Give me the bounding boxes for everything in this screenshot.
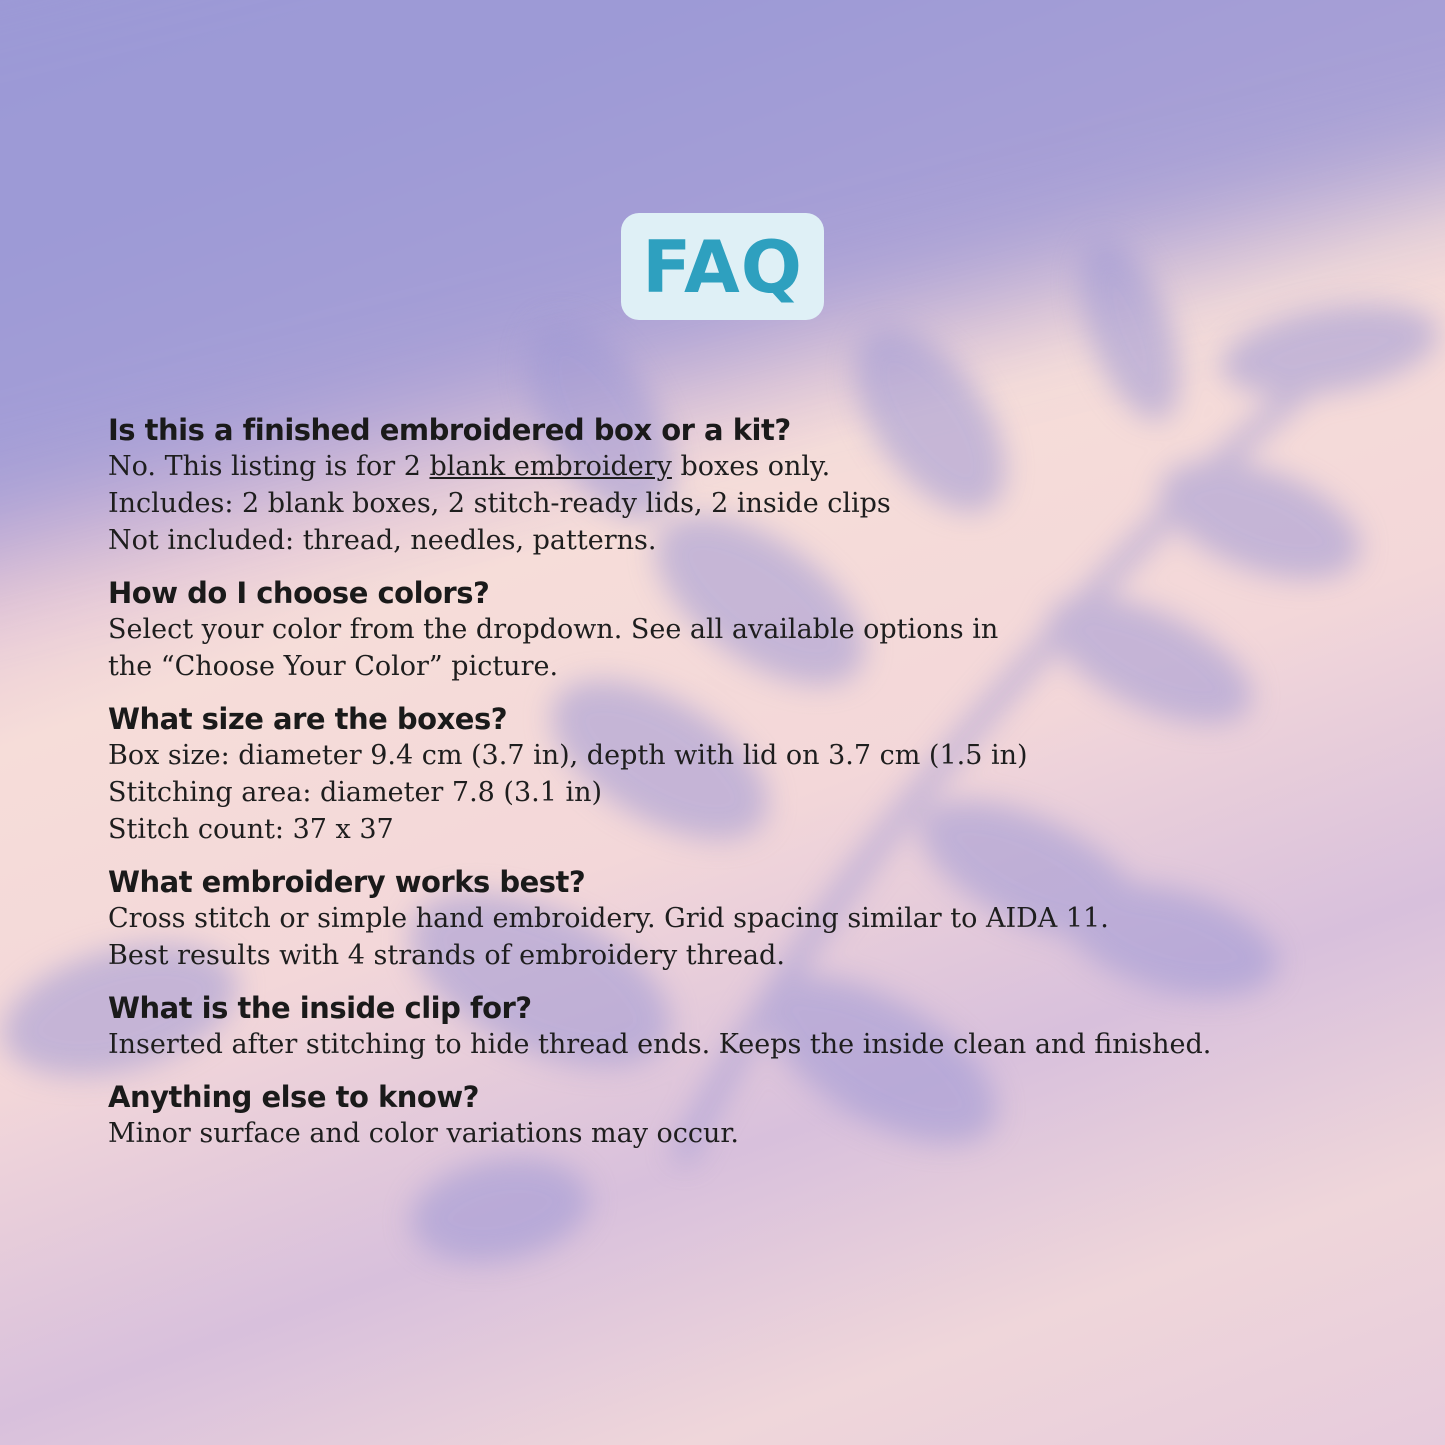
faq-answer-4-line-1: Cross stitch or simple hand embroidery. Grid spacing similar to AIDA 11.: [108, 903, 1109, 934]
faq-question-4: What embroidery works best?: [108, 865, 586, 899]
faq-question-2: How do I choose colors?: [108, 576, 490, 610]
faq-answer-3-line-3: Stitch count: 37 x 37: [108, 814, 394, 845]
faq-answer-5-line-1: Inserted after stitching to hide thread ends. Keeps the inside clean and finished.: [108, 1029, 1212, 1060]
faq-question-1: Is this a finished embroidered box or a kit?: [108, 413, 791, 447]
faq-list: [108, 412, 1408, 1168]
faq-answer-4-line-2: Best results with 4 strands of embroidery thread.: [108, 940, 785, 971]
faq-answer-1-line-3: Not included: thread, needles, patterns.: [108, 525, 657, 556]
faq-badge: [621, 213, 824, 320]
faq-answer-6: [108, 1115, 1408, 1152]
faq-answer-3-line-2: Stitching area: diameter 7.8 (3.1 in): [108, 777, 603, 808]
faq-answer-2: [108, 611, 1408, 685]
faq-answer-1: [108, 448, 1408, 559]
faq-title: FAQ: [642, 224, 803, 309]
faq-question-5: What is the inside clip for?: [108, 991, 532, 1025]
faq-answer-4: [108, 900, 1408, 974]
faq-answer-3-line-1: Box size: diameter 9.4 cm (3.7 in), depth with lid on 3.7 cm (1.5 in): [108, 740, 1028, 771]
faq-question-6: Anything else to know?: [108, 1080, 479, 1114]
faq-answer-1-line-2: Includes: 2 blank boxes, 2 stitch-ready lids, 2 inside clips: [108, 488, 891, 519]
faq-question-3: What size are the boxes?: [108, 702, 508, 736]
faq-answer-3: [108, 737, 1408, 848]
blank-embroidery-link[interactable]: blank embroidery: [429, 451, 672, 482]
faq-answer-2-line-1: Select your color from the dropdown. See all available options in: [108, 614, 999, 645]
faq-answer-1-line-1: [108, 448, 1408, 485]
faq-answer-2-line-2: the “Choose Your Color” picture.: [108, 651, 559, 682]
faq-answer-6-line-1: Minor surface and color variations may occur.: [108, 1118, 739, 1149]
faq-answer-5: [108, 1026, 1408, 1063]
answer-text: No. This listing is for 2: [108, 451, 430, 482]
answer-text: boxes only.: [671, 451, 831, 482]
